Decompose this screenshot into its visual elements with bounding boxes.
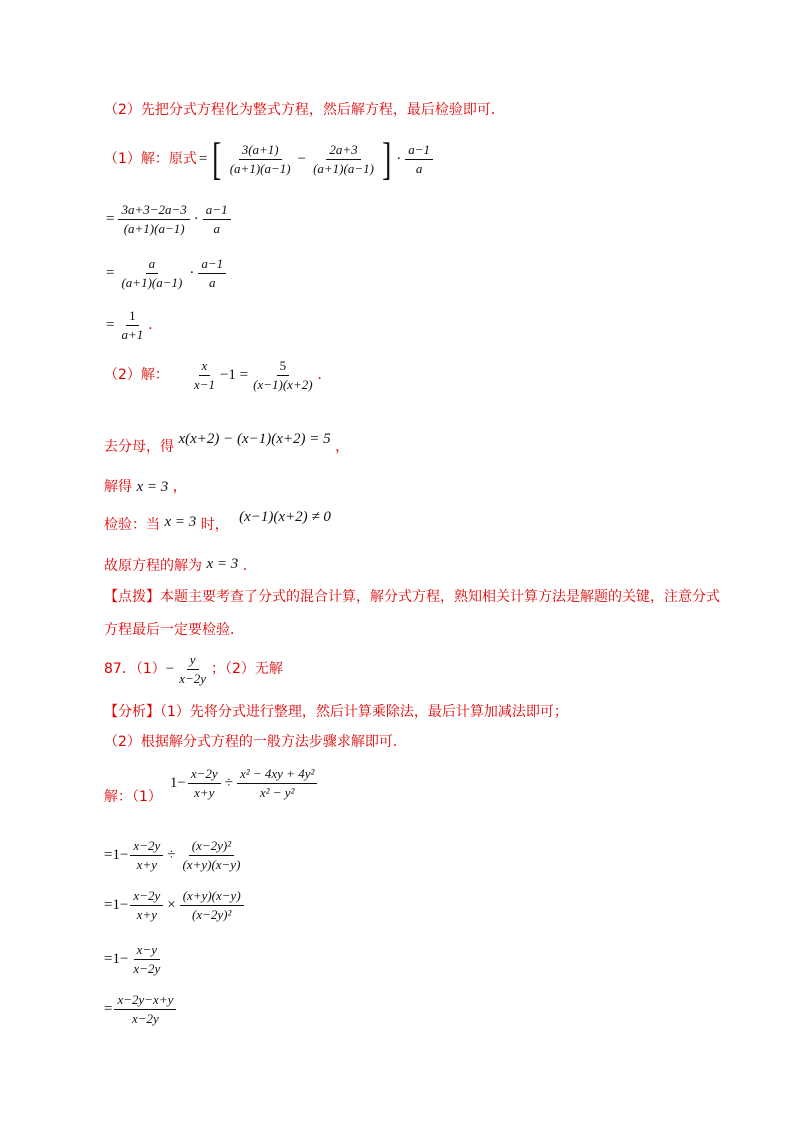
tip-text: 【点拨】本题主要考查了分式的混合计算，解分式方程，熟知相关计算方法是解题的关键，注意分式 [104, 589, 720, 605]
question-number: 87．（1） [104, 660, 166, 677]
solution-87-1-step-2 [104, 888, 246, 922]
divide-sign: ÷ [224, 775, 233, 792]
numerator: 5 [277, 358, 290, 376]
numerator: x−2y [130, 888, 163, 906]
numerator: a−1 [203, 202, 231, 220]
denominator: a+1 [121, 326, 144, 342]
numerator: a−1 [198, 256, 226, 274]
fraction [237, 766, 317, 800]
denominator: a [213, 220, 220, 236]
math-prefix: =1− [104, 951, 129, 968]
equation-middle: −1 = [219, 367, 249, 384]
right-bracket: ] [382, 133, 392, 184]
denominator: x−1 [193, 376, 215, 392]
denominator: (a+1)(a−1) [121, 274, 183, 290]
solution-87-1-step-4 [104, 992, 178, 1026]
fraction [179, 838, 243, 872]
math-prefix: 1− [169, 775, 186, 792]
comma: ， [335, 439, 350, 455]
fraction [227, 142, 294, 176]
numerator: x−y [134, 942, 160, 960]
denominator: x+y [136, 856, 157, 872]
solution-1-start [104, 133, 435, 184]
analysis-text: 【分析】（1）先将分式进行整理，然后计算乘除法，最后计算加减法即可； [104, 704, 568, 720]
hint-step-2-text: （2）先把分式方程化为整式方程，然后解方程，最后检验即可． [104, 102, 505, 118]
denominator: (a+1)(a−1) [123, 220, 185, 236]
denominator: (a+1)(a−1) [313, 160, 374, 176]
solution-87-1-step-1 [104, 838, 245, 872]
step-clear-denominator [104, 431, 350, 456]
denominator: x−2y [179, 670, 207, 686]
numerator: x [199, 358, 211, 376]
math-expression: x = 3 [136, 479, 169, 495]
solution-87-1-start [104, 766, 319, 805]
equals-sign: = [106, 317, 115, 334]
fraction [188, 766, 221, 800]
denominator: x+y [194, 784, 215, 800]
denominator: (a+1)(a−1) [229, 160, 291, 176]
denominator: x−2y [132, 1010, 159, 1026]
fraction [130, 942, 163, 976]
tip-line-2 [104, 622, 244, 639]
denominator: x+y [136, 906, 157, 922]
fraction [118, 308, 146, 342]
solution-label: 解：（1） [104, 788, 162, 805]
denominator: (x−1)(x+2) [253, 376, 313, 392]
hint-step-2 [104, 102, 505, 119]
numerator: a−1 [405, 142, 433, 160]
numerator: x−2y [188, 766, 221, 784]
fraction [405, 142, 433, 176]
denominator: x−2y [133, 960, 161, 976]
fraction [114, 992, 176, 1026]
numerator: 2a+3 [326, 142, 360, 160]
math-prefix: =1− [104, 847, 129, 864]
numerator: 3(a+1) [239, 142, 282, 160]
denominator: a [208, 274, 216, 290]
step-check [104, 509, 331, 534]
fraction [203, 202, 231, 236]
denominator: (x−2y)² [191, 906, 232, 922]
answer-87 [104, 652, 283, 686]
math-prefix: = [104, 1001, 113, 1018]
period: ． [148, 316, 163, 333]
numerator: y [187, 652, 199, 670]
numerator: 1 [126, 308, 139, 326]
period: ． [242, 558, 257, 574]
fraction [130, 838, 163, 872]
analysis-line-2 [104, 734, 407, 751]
math-prefix: =1− [104, 897, 129, 914]
minus-sign: − [165, 661, 175, 678]
numerator: x² − 4xy + 4y² [237, 766, 317, 784]
dot-sign: · [396, 151, 402, 167]
fraction [191, 358, 218, 392]
fraction [130, 888, 163, 922]
numerator: x−2y [130, 838, 163, 856]
denominator: (x+y)(x−y) [182, 856, 241, 872]
solution-1-step-1 [104, 202, 233, 236]
equals-sign: = [198, 151, 208, 167]
analysis-line-1 [104, 704, 568, 721]
tip-line-1 [104, 589, 720, 606]
dot-sign: · [189, 265, 195, 282]
fraction [180, 888, 244, 922]
numerator: (x+y)(x−y) [180, 888, 244, 906]
denominator: a [415, 160, 423, 176]
multiply-sign: × [167, 897, 176, 914]
step-label-2: 时， [200, 517, 229, 533]
numerator: a [146, 256, 159, 274]
solution-2-label: （2）解： [104, 366, 169, 383]
solution-2-equation [104, 358, 332, 392]
equals-sign: = [106, 211, 115, 228]
solution-87-1-step-3 [104, 942, 165, 976]
step-label: 故原方程的解为 [104, 558, 202, 574]
answer-rest: ；（2）无解 [211, 660, 283, 677]
fraction [250, 358, 315, 392]
solution-1-step-2 [104, 256, 228, 290]
left-bracket: [ [212, 133, 222, 184]
step-label: 去分母，得 [104, 439, 174, 455]
numerator: 3a+3−2a−3 [118, 202, 189, 220]
math-expression: x(x+2) − (x−1)(x+2) = 5 [178, 431, 331, 447]
minus-sign: − [297, 151, 307, 167]
analysis-text: （2）根据解分式方程的一般方法步骤求解即可． [104, 734, 407, 750]
math-expression: (x−1)(x+2) ≠ 0 [239, 509, 331, 525]
math-expression: x = 3 [164, 514, 197, 530]
step-conclusion [104, 557, 257, 575]
dot-sign: · [193, 211, 199, 228]
tip-text: 方程最后一定要检验． [104, 622, 244, 638]
equals-sign: = [106, 265, 115, 282]
numerator: x−2y−x+y [114, 992, 176, 1010]
step-solve [104, 478, 187, 496]
divide-sign: ÷ [167, 847, 176, 864]
fraction [198, 256, 226, 290]
solution-1-label: （1）解：原式 [104, 150, 197, 167]
comma: ， [172, 479, 187, 495]
math-expression: x = 3 [206, 556, 239, 572]
period: ． [317, 366, 332, 383]
denominator: x² − y² [259, 784, 295, 800]
numerator: (x−2y)² [189, 838, 234, 856]
fraction [310, 142, 377, 176]
fraction [118, 256, 185, 290]
step-label: 解得 [104, 479, 132, 495]
fraction [176, 652, 209, 686]
solution-1-result [104, 308, 162, 342]
fraction [118, 202, 189, 236]
step-label: 检验：当 [104, 517, 160, 533]
